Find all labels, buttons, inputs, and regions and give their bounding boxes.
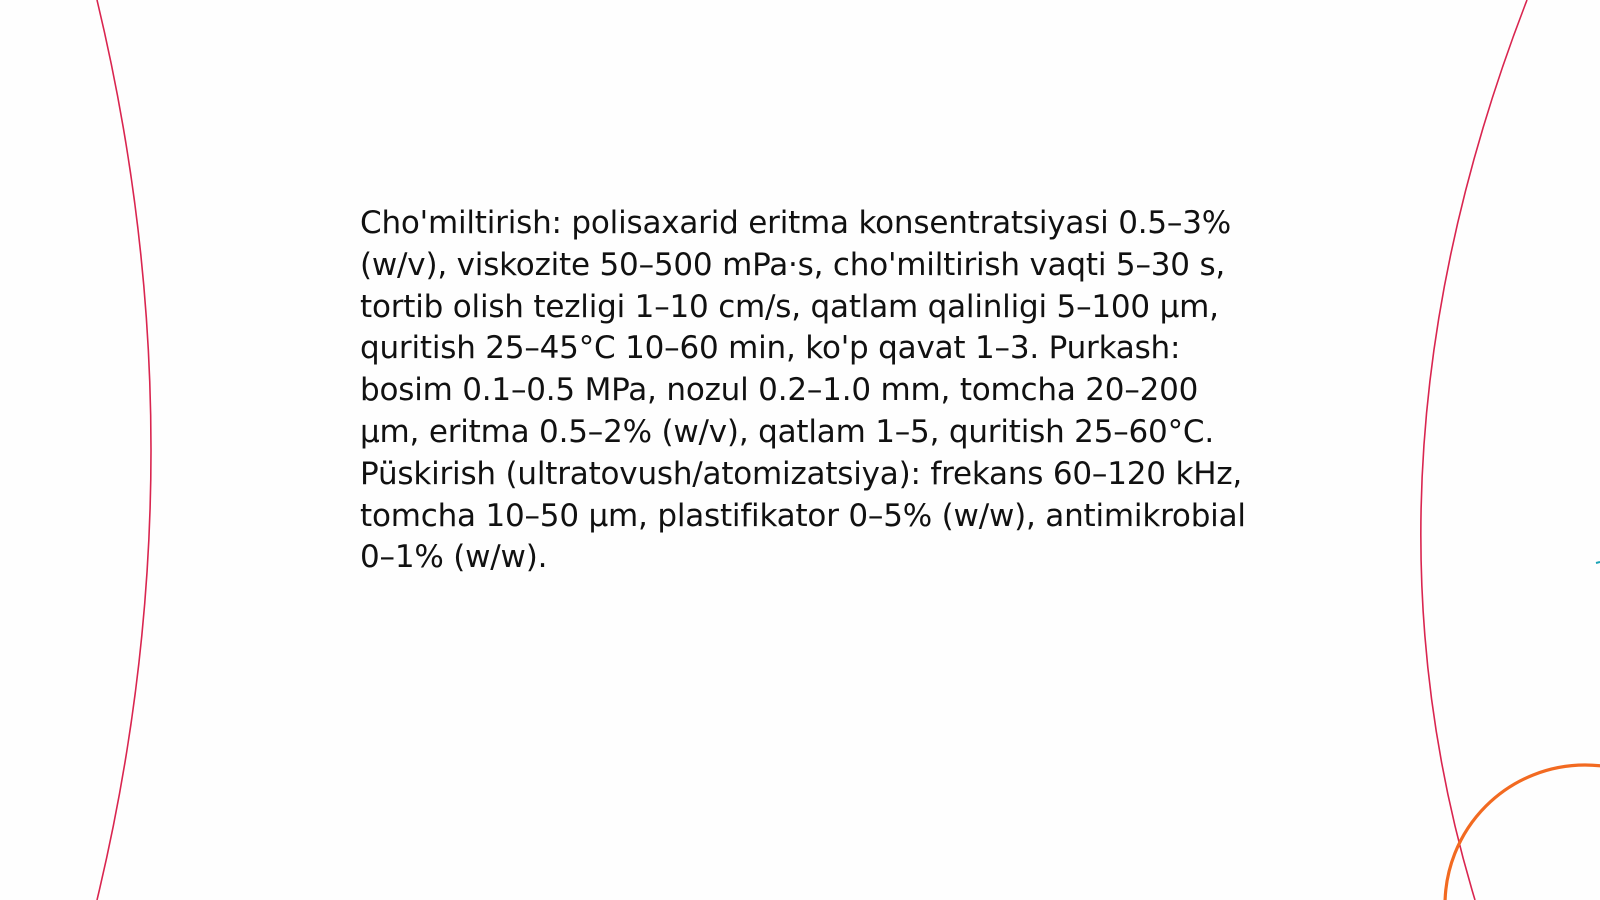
right-arc (1421, 0, 1527, 900)
teal-mark (1596, 562, 1600, 563)
body-text: Cho'miltirish: polisaxarid eritma konsentratsiyasi 0.5–3% (w/v), viskozite 50–500 mPa·s, cho'miltirish vaqti 5–30 s, tortib olish tezligi 1–10 cm/s, qatlam qalinligi 5–100 µm, quritish 25–45°C 10–60 min, ko'p qavat 1–3. Purkash: bosim 0.1–0.5 MPa, nozul 0.2–1.0 mm, tomcha 20–200 µm, eritma 0.5–2% (w/v), qatlam 1–5, quritish 25–60°C. Püskirish (ultratovush/atomizatsiya): frekans 60–120 kHz, tomcha 10–50 µm, plastifikator 0–5% (w/w), antimikrobial 0–1% (w/w). (360, 205, 1246, 576)
left-arc (97, 0, 151, 900)
